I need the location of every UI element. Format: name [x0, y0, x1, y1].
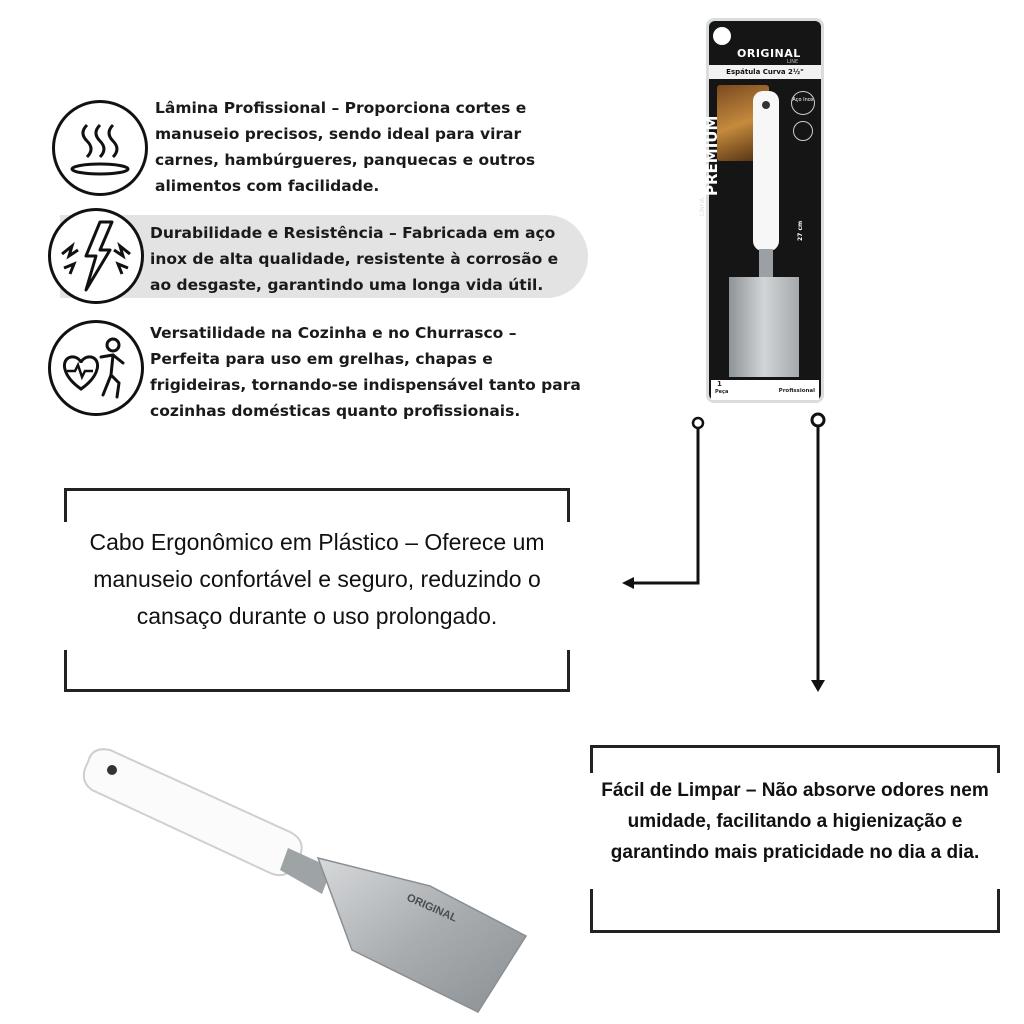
handle-callout-box: [64, 488, 570, 692]
spatula-image: [70, 740, 540, 1020]
spatula-hanging-hole: [107, 765, 117, 775]
package-quantity-label: Peça: [715, 389, 729, 395]
steel-badge: Aço Inox: [791, 91, 815, 115]
spatula-blade: [318, 858, 526, 1012]
package-line-label: LINHA: [699, 197, 706, 216]
cleaning-callout-box: [590, 745, 1000, 933]
package-brand: ORIGINAL: [737, 47, 801, 60]
handle-callout-text: Cabo Ergonômico em Plástico – Oferece um manuseio confortável e seguro, reduzindo o cansaço durante o uso prolongado.: [89, 529, 545, 629]
cleaning-callout-text: Fácil de Limpar – Não absorve odores nem umidade, facilitando a higienização e garantindo mais praticidade no dia a dia.: [601, 780, 989, 863]
spatula-engraving: ORIGINAL: [404, 891, 459, 925]
package-quantity: 1: [717, 380, 722, 388]
feature-text-versatility: Versatilidade na Cozinha e no Churrasco – Perfeita para uso em grelhas, chapas e frigideiras, tornando-se indispensável tanto para cozinhas domésticas quanto profissionais.: [150, 324, 581, 420]
feature-text-durability: Durabilidade e Resistência – Fabricada em aço inox de alta qualidade, resistente à corrosão e ao desgaste, garantindo uma longa vida útil.: [150, 224, 559, 294]
feature-text-blade: Lâmina Profissional – Proporciona cortes e manuseio precisos, sendo ideal para virar carnes, hambúrgueres, panquecas e outros alimentos com facilidade.: [155, 99, 536, 195]
package-size: 27 cm: [797, 220, 804, 241]
package-brand-sub: LINE: [787, 59, 799, 65]
package-professional-label: Profissional: [778, 388, 815, 394]
package-line-name: PREMIUM: [703, 115, 721, 196]
package-product-name: Espátula Curva 2½": [709, 65, 821, 79]
